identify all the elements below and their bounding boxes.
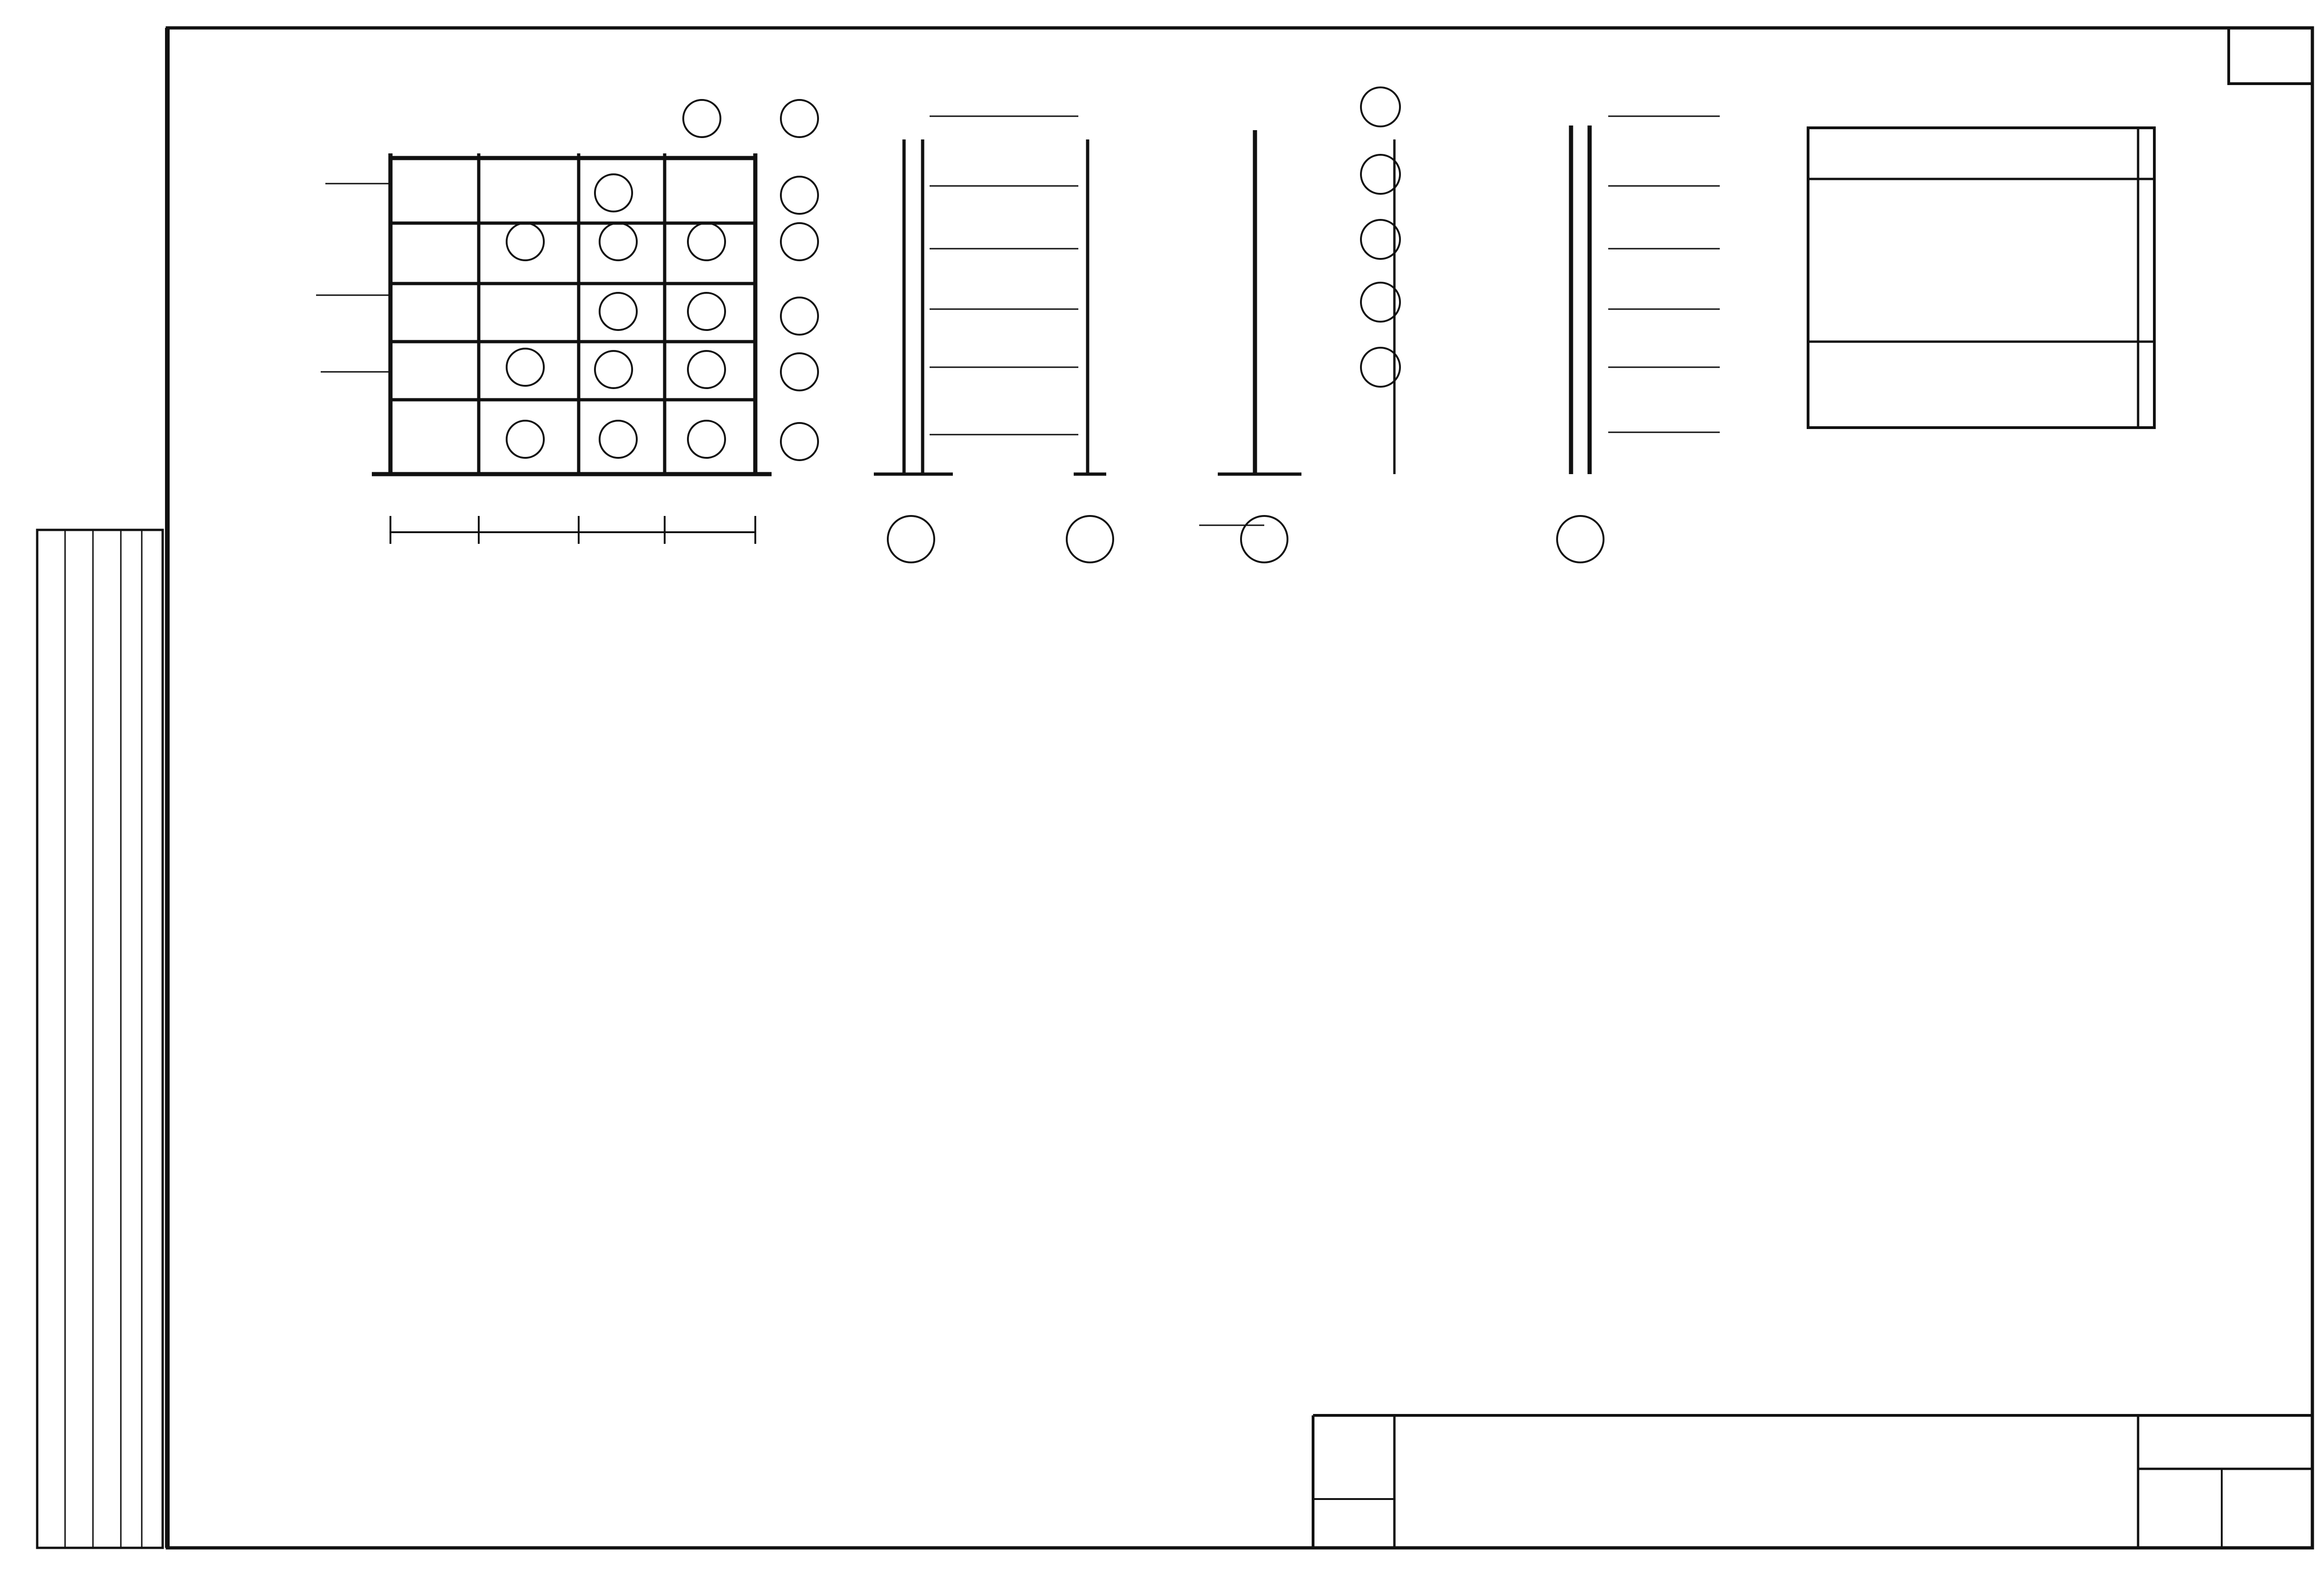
cross-column-profile <box>874 116 1113 562</box>
cross-frame-diagram <box>316 100 818 544</box>
title-block-lines <box>1313 1415 2312 1548</box>
page-number-box <box>2229 28 2312 84</box>
sheet-frame <box>167 28 2312 1548</box>
sheet-list-lines <box>1808 128 2154 428</box>
side-stamp-lines <box>37 530 163 1548</box>
long-frame-diagram <box>1199 87 1720 562</box>
